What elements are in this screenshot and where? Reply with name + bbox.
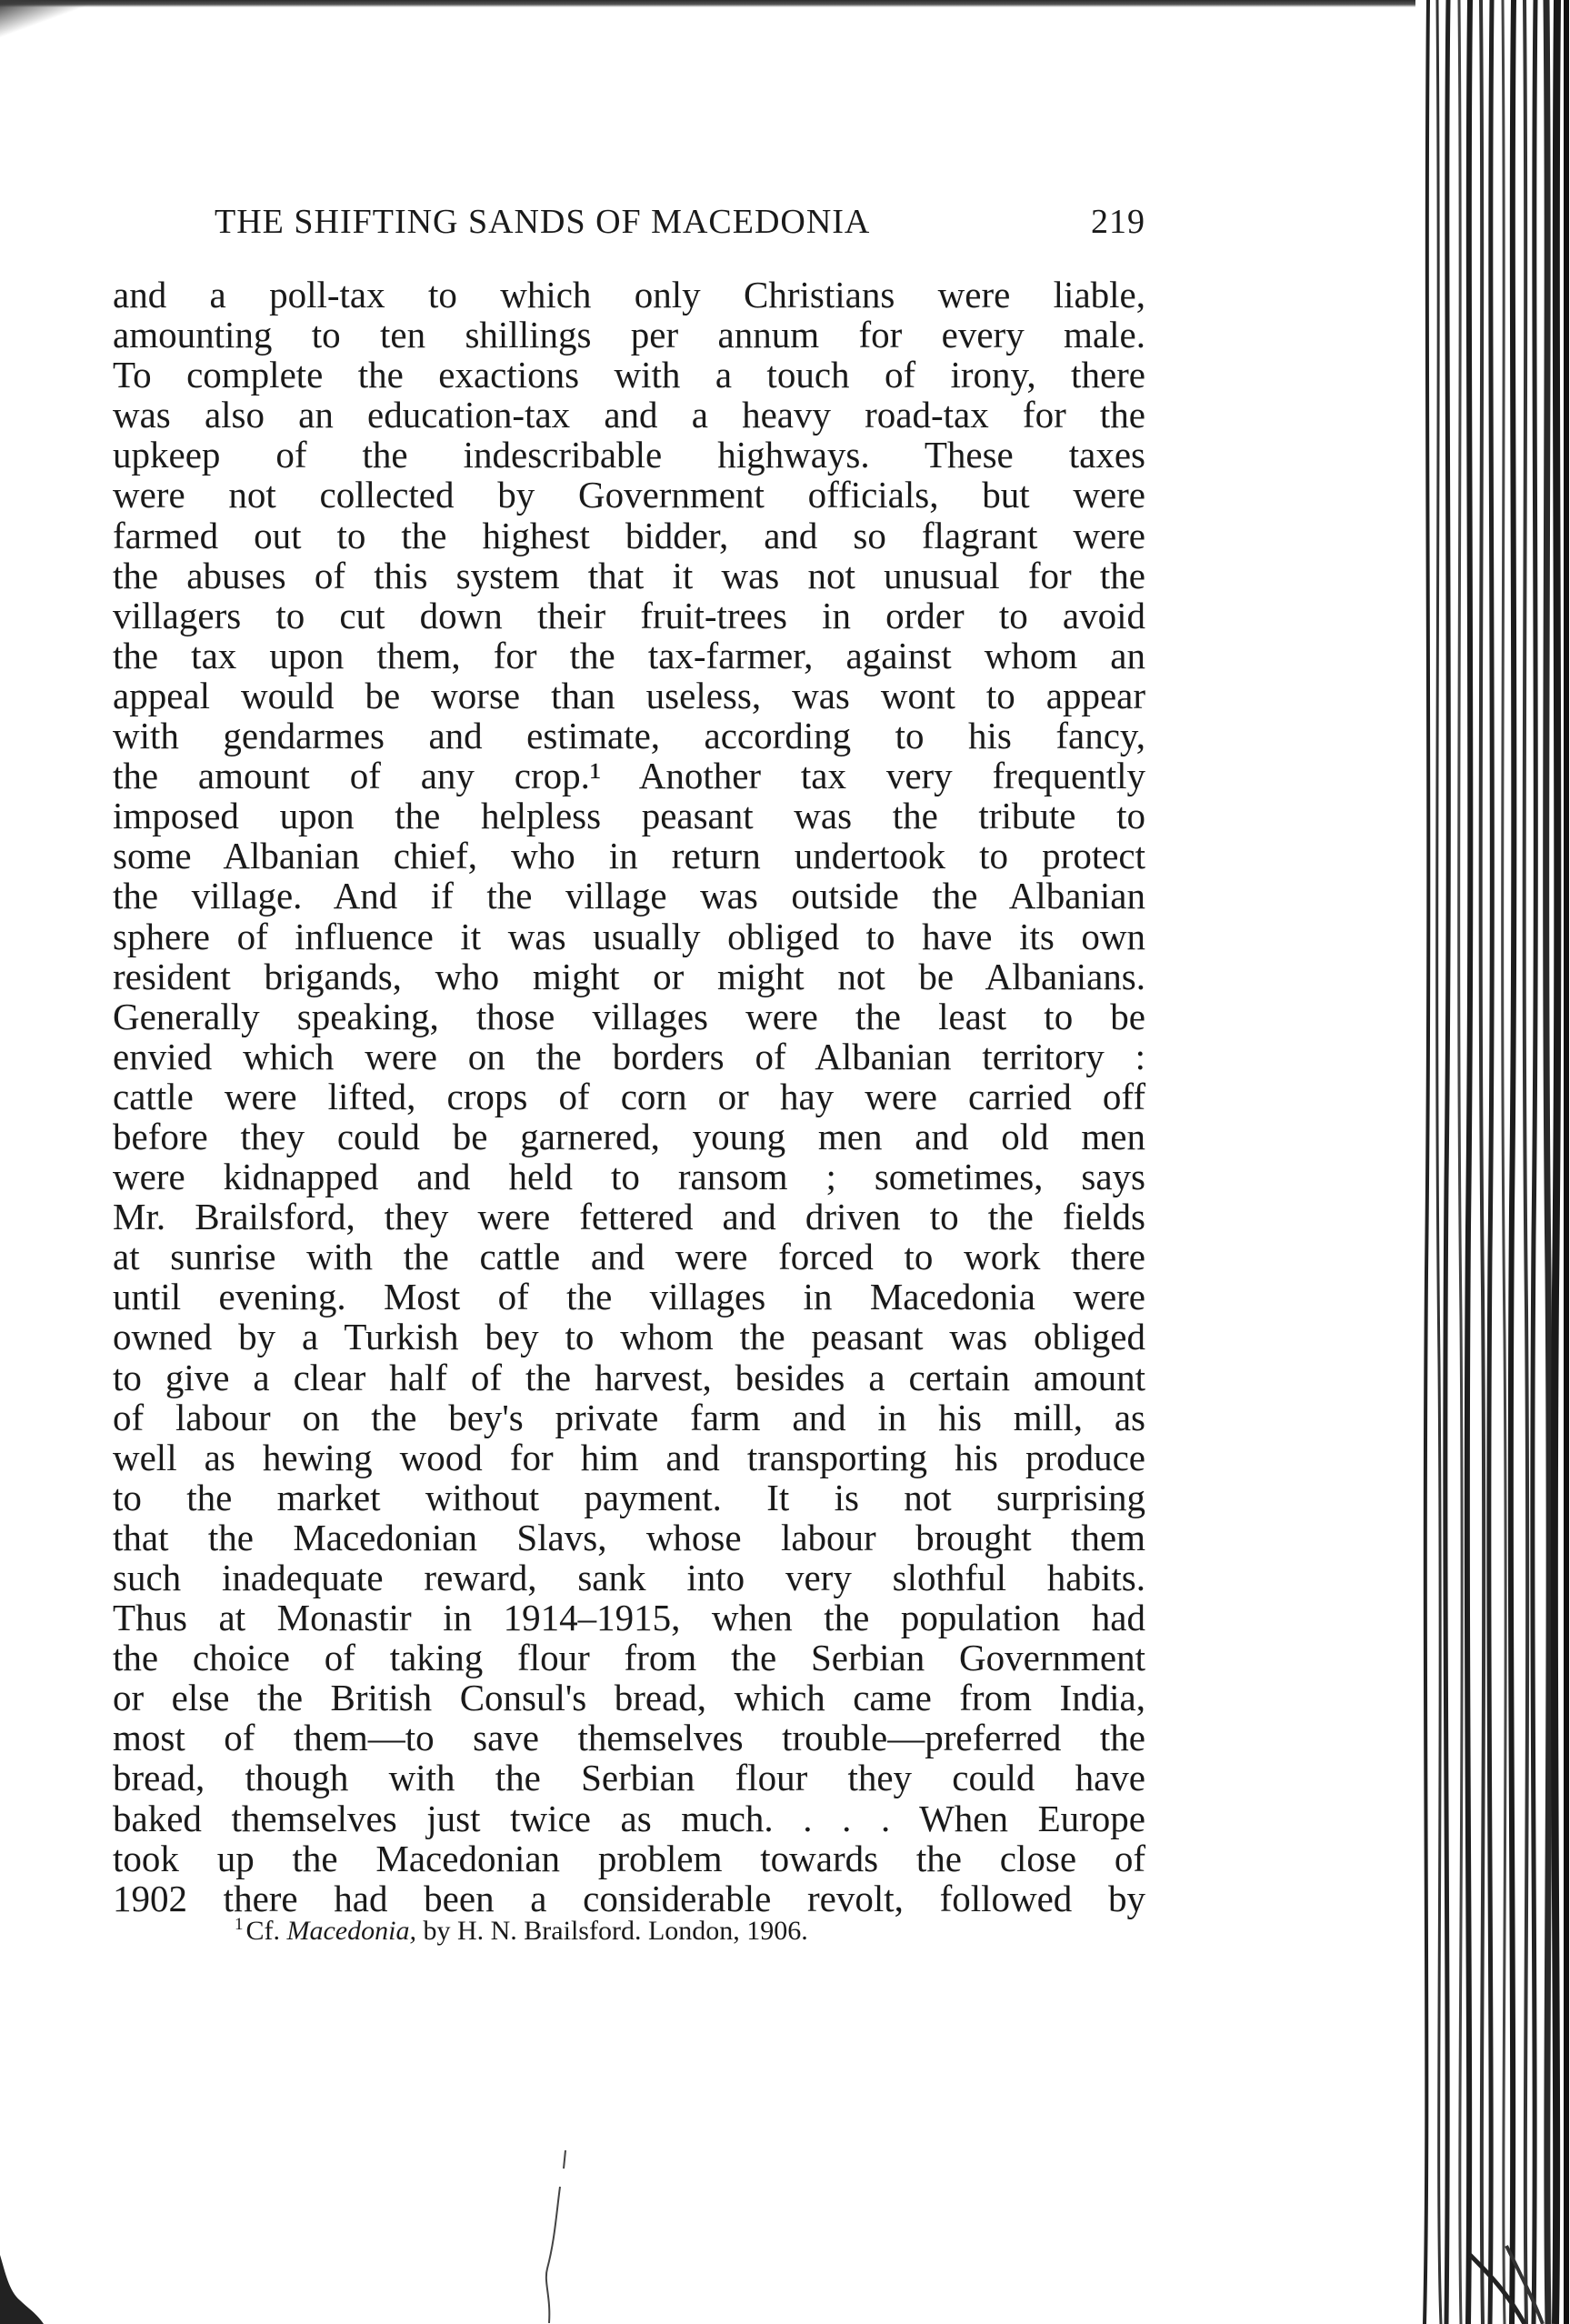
- body-line: farmed out to the highest bidder, and so flagrant were: [113, 514, 1145, 556]
- body-line: was also an education-tax and a heavy road-tax for the: [113, 394, 1145, 436]
- body-line: and a poll-tax to which only Christians were liable,: [113, 274, 1145, 316]
- body-line: well as hewing wood for him and transporting his produce: [113, 1436, 1145, 1478]
- body-line: sphere of influence it was usually obliged to have its own: [113, 915, 1145, 957]
- body-line: amounting to ten shillings per annum for every male.: [113, 314, 1145, 356]
- body-line: Thus at Monastir in 1914–1915, when the population had: [113, 1597, 1145, 1639]
- pencil-mark: [538, 2150, 575, 2323]
- footnote-marker: 1: [235, 1915, 244, 1934]
- body-line: To complete the exactions with a touch of irony, there: [113, 354, 1145, 396]
- body-line: the tax upon them, for the tax-farmer, against whom an: [113, 634, 1145, 676]
- body-line: with gendarmes and estimate, according to his fancy,: [113, 715, 1145, 757]
- body-line: imposed upon the helpless peasant was the tribute to: [113, 795, 1145, 837]
- body-line: upkeep of the indescribable highways. These taxes: [113, 434, 1145, 476]
- body-text: [113, 275, 1145, 1918]
- body-line: to give a clear half of the harvest, besides a certain amount: [113, 1356, 1145, 1398]
- body-line: were kidnapped and held to ransom ; sometimes, says: [113, 1156, 1145, 1198]
- body-line: villagers to cut down their fruit-trees in order to avoid: [113, 594, 1145, 636]
- corner-smudge: [0, 2246, 44, 2324]
- body-line: were not collected by Government officials, but were: [113, 474, 1145, 516]
- page-number: 219: [1091, 203, 1145, 241]
- body-line: the abuses of this system that it was not unusual for the: [113, 554, 1145, 596]
- scan-corner-shadow: [0, 0, 109, 55]
- body-line: most of them—to save themselves trouble—preferred the: [113, 1717, 1145, 1759]
- scan-top-edge: [0, 0, 1418, 7]
- body-line: before they could be garnered, young men and old men: [113, 1115, 1145, 1157]
- body-line: 1902 there had been a considerable revolt, followed by: [113, 1877, 1145, 1919]
- footnote-attribution: by H. N. Brailsford. London, 1906.: [423, 1916, 808, 1946]
- body-line: appeal would be worse than useless, was wont to appear: [113, 674, 1145, 716]
- body-line: Mr. Brailsford, they were fettered and driven to the fields: [113, 1196, 1145, 1238]
- body-line: or else the British Consul's bread, which came from India,: [113, 1677, 1145, 1719]
- footnote-prefix: Cf.: [245, 1916, 280, 1946]
- body-line: envied which were on the borders of Albanian territory :: [113, 1035, 1145, 1077]
- body-line: of labour on the bey's private farm and in his mill, as: [113, 1396, 1145, 1438]
- body-line: owned by a Turkish bey to whom the peasant was obliged: [113, 1316, 1145, 1358]
- body-line: resident brigands, who might or might not be Albanians.: [113, 955, 1145, 997]
- body-line: that the Macedonian Slavs, whose labour brought them: [113, 1516, 1145, 1558]
- body-line: baked themselves just twice as much. . . . When Europe: [113, 1797, 1145, 1839]
- body-line: the choice of taking flour from the Serbian Government: [113, 1637, 1145, 1679]
- body-line: at sunrise with the cattle and were forced to work there: [113, 1236, 1145, 1278]
- body-line: the village. And if the village was outside the Albanian: [113, 875, 1145, 917]
- body-line: such inadequate reward, sank into very slothful habits.: [113, 1557, 1145, 1598]
- body-line: to the market without payment. It is not surprising: [113, 1476, 1145, 1518]
- body-line: took up the Macedonian problem towards the close of: [113, 1837, 1145, 1879]
- body-line: until evening. Most of the villages in Macedonia were: [113, 1276, 1145, 1318]
- body-line: some Albanian chief, who in return undertook to protect: [113, 835, 1145, 877]
- running-head-title: THE SHIFTING SANDS OF MACEDONIA: [215, 203, 871, 241]
- footnote: [235, 1915, 808, 1947]
- body-line: Generally speaking, those villages were the least to be: [113, 995, 1145, 1037]
- body-line: cattle were lifted, crops of corn or hay were carried off: [113, 1075, 1145, 1117]
- footnote-work-title: Macedonia,: [286, 1916, 416, 1946]
- body-line: bread, though with the Serbian flour they could have: [113, 1757, 1145, 1799]
- body-line: the amount of any crop.¹ Another tax very frequently: [113, 755, 1145, 797]
- running-head: [215, 202, 1145, 256]
- page-edges-stack: [1415, 0, 1570, 2324]
